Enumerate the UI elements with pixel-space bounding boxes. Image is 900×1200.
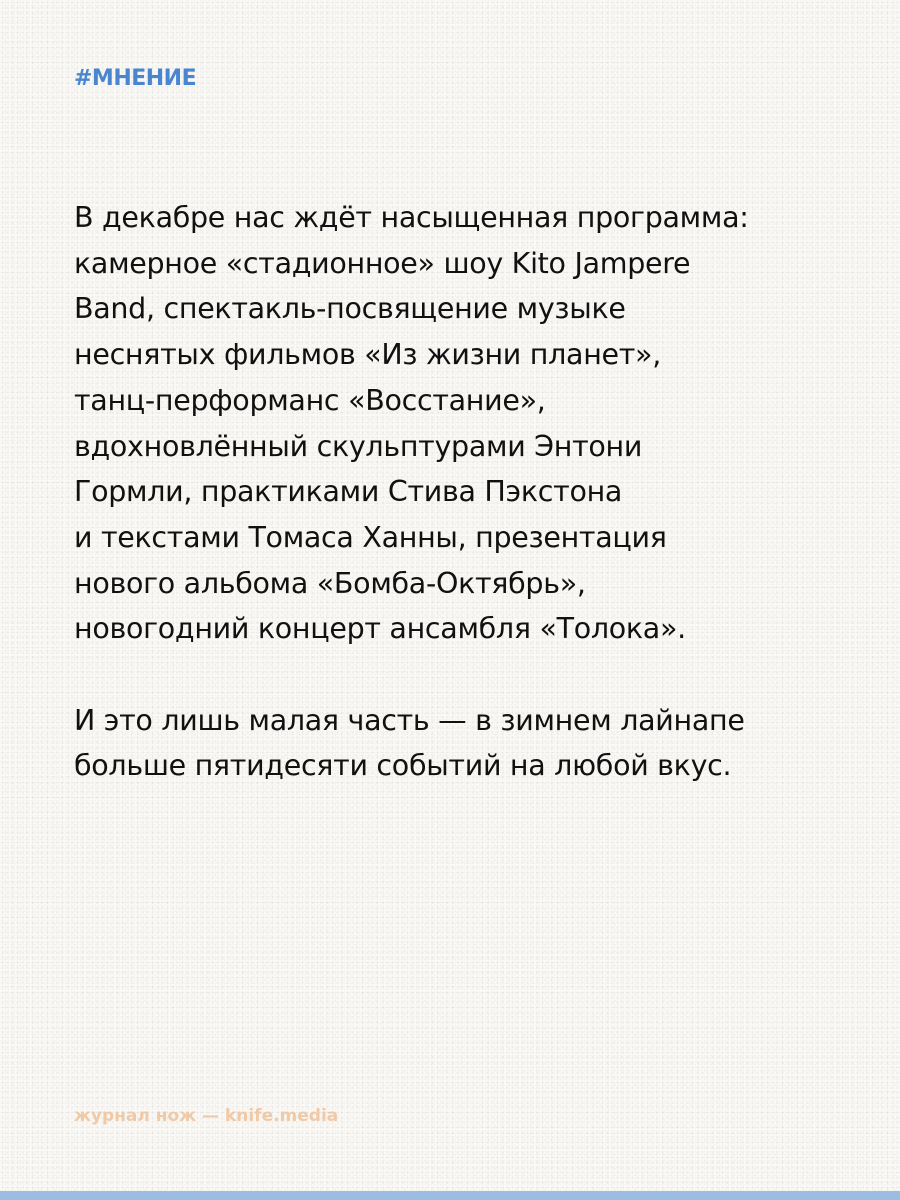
category-tag: #МНЕНИЕ	[74, 66, 197, 91]
paragraph: И это лишь малая часть — в зимнем лайнапе больше пятидесяти событий на любой вкус.	[74, 703, 745, 783]
paragraph: В декабре нас ждёт насыщенная программа: камерное «стадионное» шоу Kito Jampere Band, спектакль-посвящение музыке неснятых фильмов «Из жизни планет», танц-перформанс «Восстание», вдохновлённый скульптурами Энтони Гормли, практиками Стива Пэкстона и текстами Томаса Ханны, презентация нового альбома «Бомба-Октябрь», новогодний концерт ансамбля «Толока».	[74, 201, 749, 646]
source-credit: журнал нож — knife.media	[74, 1106, 339, 1126]
article-text	[74, 195, 874, 789]
bottom-accent-bar	[0, 1191, 900, 1200]
